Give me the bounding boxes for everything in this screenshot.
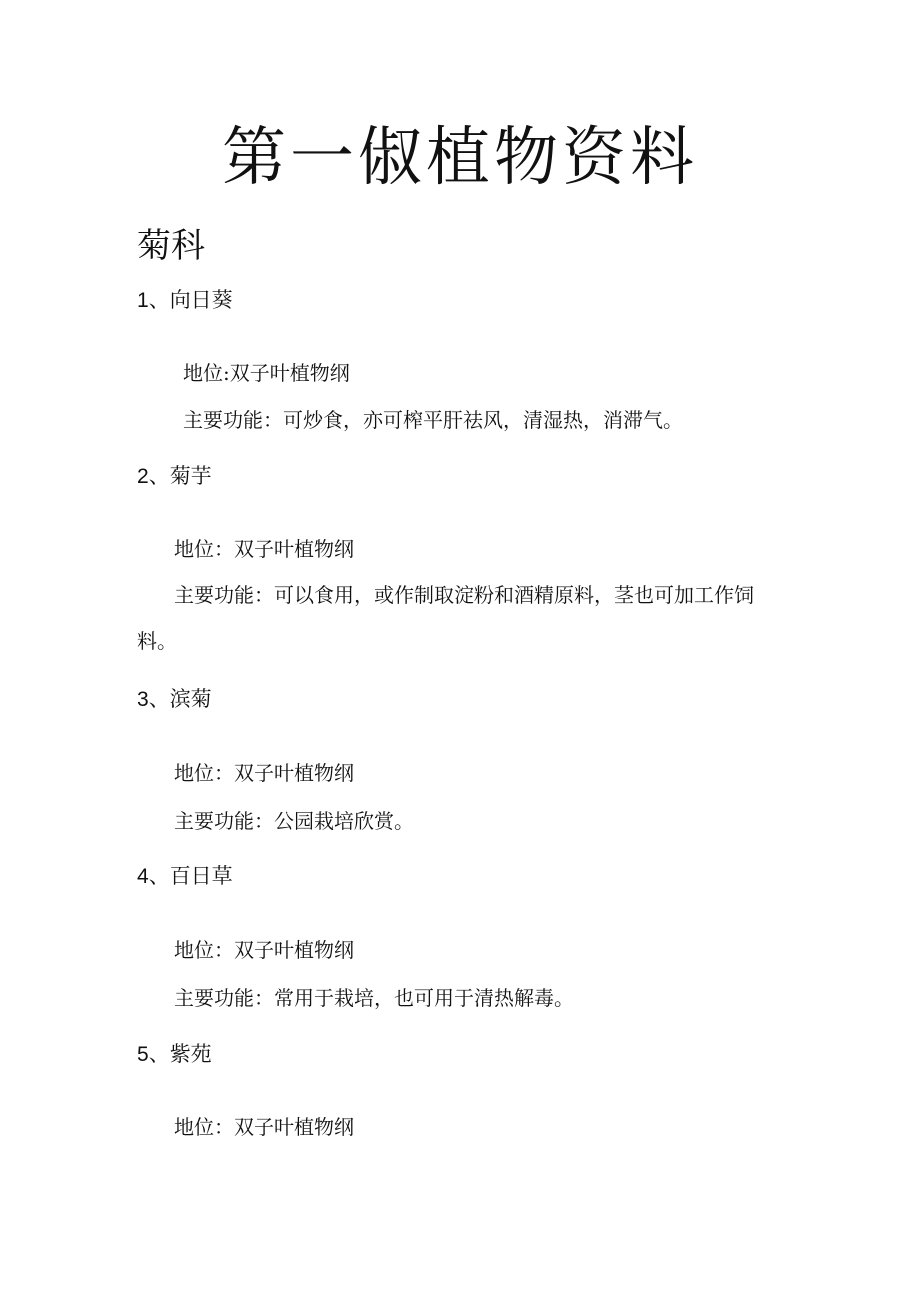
item-status-line: 地位：双子叶植物纲	[174, 761, 354, 785]
item-status-line: 地位：双子叶植物纲	[174, 1115, 354, 1139]
item-name: 紫苑	[169, 1042, 212, 1066]
item-number: 3	[137, 688, 149, 711]
item-separator: 、	[148, 464, 170, 488]
item-number: 4	[137, 865, 149, 888]
item-separator: 、	[148, 1042, 170, 1066]
item-heading-2	[137, 462, 212, 491]
item-status-line: 地位：双子叶植物纲	[174, 537, 354, 561]
item-heading-1	[137, 286, 233, 315]
item-function-paragraph: 主要功能：可以食用，或作制取淀粉和酒精原料，茎也可加工作饲料。	[137, 583, 754, 653]
item-name: 向日葵	[169, 288, 233, 312]
item-separator: 、	[148, 288, 170, 312]
item-heading-3	[137, 685, 212, 714]
item-number: 2	[137, 465, 149, 488]
item-separator: 、	[148, 687, 170, 711]
item-name: 滨菊	[169, 687, 212, 711]
item-name: 百日草	[169, 864, 233, 888]
item-separator: 、	[148, 864, 170, 888]
section-heading-family: 菊科	[137, 226, 205, 266]
item-heading-4	[137, 862, 233, 891]
item-function-line: 主要功能：公园栽培欣赏。	[174, 809, 414, 833]
item-number: 1	[137, 289, 149, 312]
item-name: 菊芋	[169, 464, 212, 488]
item-function-line: 主要功能：可炒食，亦可榨平肝祛风，清湿热，消滞气。	[183, 408, 683, 432]
item-status-line: 地位：双子叶植物纲	[174, 938, 354, 962]
item-function-line: 主要功能：常用于栽培，也可用于清热解毒。	[174, 986, 574, 1010]
item-heading-5	[137, 1040, 212, 1069]
item-number: 5	[137, 1043, 149, 1066]
item-status-line: 地位:双子叶植物纲	[183, 361, 350, 385]
document-title: 第一俶植物资料	[222, 121, 698, 195]
